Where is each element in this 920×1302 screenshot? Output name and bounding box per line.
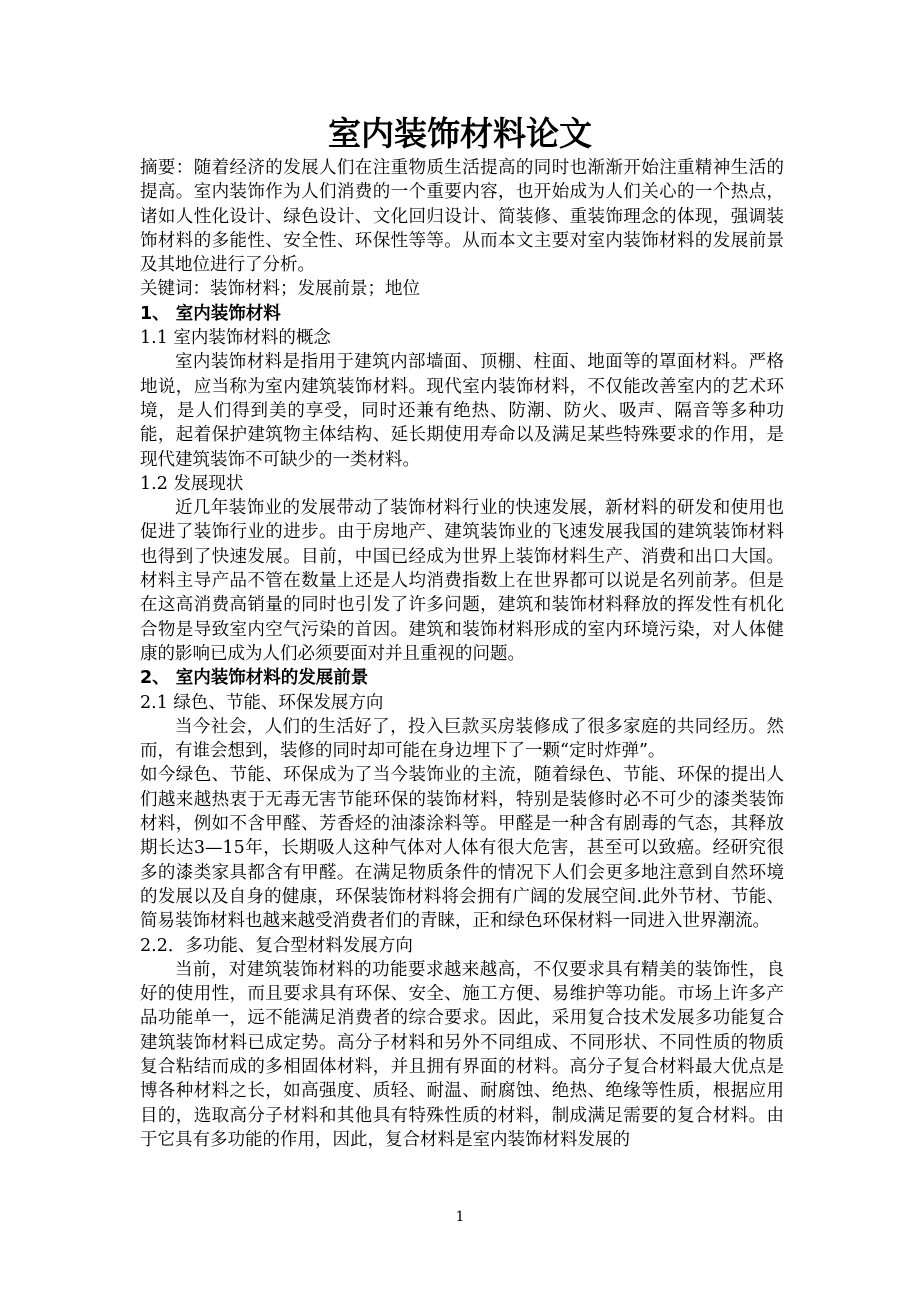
section-1-2-heading: 1.2 发展现状: [140, 473, 244, 494]
section-2-heading: 2、 室内装饰材料的发展前景: [140, 668, 369, 689]
section-2-2-paragraph: 当前，对建筑装饰材料的功能要求越来越高，不仅要求具有精美的装饰性，良好的使用性，而且要求具有环保、安全、施工方便、易维护等功能。市场上许多产品功能单一，远不能满足消费者的综合要求。因此，采用复合技术发展多功能复合建筑装饰材料已成定势。高分子材料和另外不同组成、不同形状、不同性质的物质复合粘结而成的多相固体材料，并且拥有界面的材料。高分子复合材料最大优点是博各种材料之长，如高强度、质轻、耐温、耐腐蚀、绝热、绝缘等性质，根据应用目的，选取高分子材料和其他具有特殊性质的材料，制成满足需要的复合材料。由于它具有多功能的作用，因此，复合材料是室内装饰材料发展的: [140, 959, 784, 1150]
section-1-1-paragraph: 室内装饰材料是指用于建筑内部墙面、顶棚、柱面、地面等的罩面材料。严格地说，应当称为室内建筑装饰材料。现代室内装饰材料，不仅能改善室内的艺术环境，是人们得到美的享受，同时还兼有绝热、防潮、防火、吸声、隔音等多种功能，起着保护建筑物主体结构、延长期使用寿命以及满足某些特殊要求的作用，是现代建筑装饰不可缺少的一类材料。: [140, 352, 784, 470]
document-title: 室内装饰材料论文: [328, 114, 592, 153]
section-2-1-heading: 2.1 绿色、节能、环保发展方向: [140, 692, 384, 713]
keywords-line: 关键词：装饰材料；发展前景；地位: [140, 279, 420, 300]
section-2-1-paragraph-2: 如今绿色、节能、环保成为了当今装饰业的主流，随着绿色、节能、环保的提出人们越来越热衷于无毒无害节能环保的装饰材料，特别是装修时必不可少的漆类装饰材料，例如不含甲醛、芳香烃的油漆涂料等。甲醛是一种含有剧毒的气态，其释放期长达3—15年，长期吸人这种气体对人体有很大危害，甚至可以致癌。经研究很多的漆类家具都含有甲醛。在满足物质条件的情况下人们会更多地注意到自然环境的发展以及自身的健康，环保装饰材料将会拥有广阔的发展空间.此外节材、节能、简易装饰材料也越来越受消费者们的青睐，正和绿色环保材料一同进入世界潮流。: [140, 765, 784, 932]
section-2-2-heading: 2.2．多功能、复合型材料发展方向: [140, 935, 413, 956]
document-body: [140, 156, 784, 1152]
page-number: 1: [455, 1209, 465, 1225]
section-1-2-paragraph: 近几年装饰业的发展带动了装饰材料行业的快速发展，新材料的研发和使用也促进了装饰行业的进步。由于房地产、建筑装饰业的飞速发展我国的建筑装饰材料也得到了快速发展。目前，中国已经成为世界上装饰材料生产、消费和出口大国。材料主导产品不管在数量上还是人均消费指数上在世界都可以说是名列前茅。但是在这高消费高销量的同时也引发了许多问题，建筑和装饰材料释放的挥发性有机化合物是导致室内空气污染的首因。建筑和装饰材料形成的室内环境污染，对人体健康的影响已成为人们必须要面对并且重视的问题。: [140, 498, 784, 664]
section-2-1-paragraph-1: 当今社会，人们的生活好了，投入巨款买房装修成了很多家庭的共同经历。然而，有谁会想到，装修的同时却可能在身边埋下了一颗“定时炸弹”。: [140, 716, 784, 762]
abstract-paragraph: 摘要：随着经济的发展人们在注重物质生活提高的同时也渐渐开始注重精神生活的提高。室内装饰作为人们消费的一个重要内容，也开始成为人们关心的一个热点，诸如人性化设计、绿色设计、文化回归设计、简装修、重装饰理念的体现，强调装饰材料的多能性、安全性、环保性等等。从而本文主要对室内装饰材料的发展前景及其地位进行了分析。: [140, 158, 784, 276]
section-1-heading: 1、 室内装饰材料: [140, 303, 281, 324]
section-1-1-heading: 1.1 室内装饰材料的概念: [140, 328, 331, 349]
